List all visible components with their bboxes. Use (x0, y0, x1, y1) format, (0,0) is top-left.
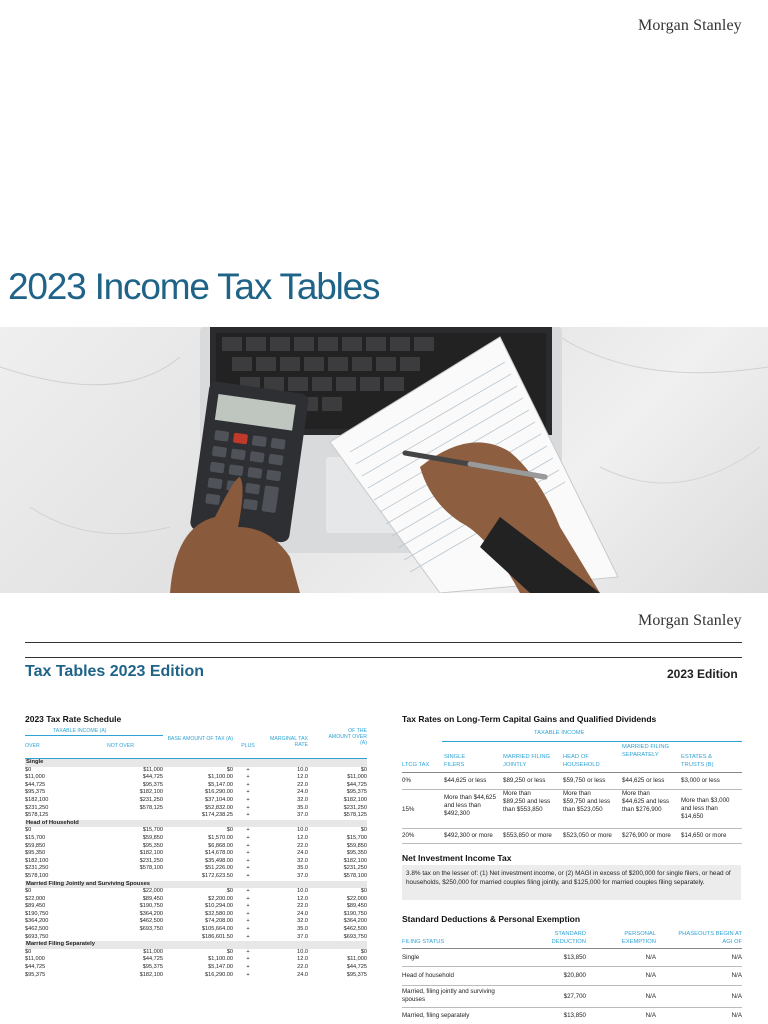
table-cell: $462,500 (139, 918, 163, 925)
table-cell: $95,350 (142, 842, 163, 849)
table-cell: $0 (25, 888, 32, 895)
table-cell: 24.0 (297, 910, 308, 917)
table-cell: $16,290.00 (205, 789, 233, 796)
table-cell: $95,375 (346, 971, 367, 978)
table-cell: + (246, 812, 250, 819)
table-cell: + (246, 888, 250, 895)
table-row (25, 827, 367, 835)
table-cell: $0 (360, 827, 367, 834)
table-cell: + (246, 865, 250, 872)
ltcg-cell: $59,750 or less (563, 777, 606, 784)
table-cell: 10.0 (297, 827, 308, 834)
table-cell: $95,375 (142, 781, 163, 788)
ltcg-col-mfs: MARRIED FILING SEPARATELY (622, 744, 670, 758)
rate-schedule-table (25, 728, 367, 979)
ltcg-cell: More than $44,625 and less than $276,900 (622, 790, 670, 813)
table-row (25, 782, 367, 790)
table-cell: $89,450 (25, 903, 46, 910)
std-col-phaseouts: PHASEOUTS BEGIN AT AGI OF (678, 931, 742, 945)
ltcg-cell: $89,250 or less (503, 777, 546, 784)
table-row (25, 918, 367, 926)
table-cell: $231,250 (25, 804, 49, 811)
table-row (25, 865, 367, 873)
table-cell: $89,450 (142, 895, 163, 902)
table-cell: 12.0 (297, 774, 308, 781)
table-row (25, 850, 367, 858)
ltcg-cell: $14,650 or more (681, 832, 727, 839)
table-cell: $22,000 (25, 895, 46, 902)
cover-title: 2023 Income Tax Tables (8, 266, 380, 307)
table-cell: $11,000 (25, 774, 45, 781)
table-cell: $95,375 (25, 971, 46, 978)
ltcg-taxable-income-header: TAXABLE INCOME (534, 730, 585, 736)
filing-status-group-header: Married Filing Jointly and Surviving Spouses (25, 881, 367, 889)
cover-photo (0, 327, 768, 593)
table-cell: 35.0 (297, 926, 308, 933)
table-cell: + (246, 933, 250, 940)
table-cell: 22.0 (297, 903, 308, 910)
table-cell: $231,250 (139, 857, 163, 864)
table-cell: 35.0 (297, 865, 308, 872)
col-marginal-rate: MARGINAL TAX RATE (270, 736, 308, 748)
table-row (25, 805, 367, 813)
col-over: OVER (25, 743, 40, 749)
table-cell: $0 (25, 827, 32, 834)
table-cell: 12.0 (297, 834, 308, 841)
table-cell: $182,100 (25, 796, 49, 803)
table-cell: $89,450 (346, 903, 367, 910)
std-exemption: N/A (645, 972, 656, 979)
table-cell: + (246, 903, 250, 910)
ltcg-rate-15: 15% (402, 806, 415, 813)
table-cell: + (246, 850, 250, 857)
table-cell: + (246, 910, 250, 917)
table-cell: 22.0 (297, 842, 308, 849)
table-cell: $59,850 (142, 834, 163, 841)
table-row (25, 835, 367, 843)
table-cell: $11,000 (347, 774, 367, 781)
table-cell: $693,750 (139, 926, 163, 933)
table-cell: 32.0 (297, 918, 308, 925)
edition-label: 2023 Edition (667, 667, 738, 681)
table-cell: $693,750 (343, 933, 367, 940)
std-phaseout: N/A (731, 993, 742, 1000)
table-row (25, 843, 367, 851)
table-cell: 37.0 (297, 812, 308, 819)
table-cell: $0 (226, 827, 233, 834)
table-cell: $5,147.00 (208, 964, 233, 971)
table-cell: $462,500 (343, 926, 367, 933)
table-cell: $578,100 (25, 872, 49, 879)
col-base-amount: BASE AMOUNT OF TAX (A) (167, 736, 233, 742)
table-cell: $22,000 (346, 895, 367, 902)
table-cell: $462,500 (25, 926, 49, 933)
table-cell: 37.0 (297, 872, 308, 879)
table-cell: $578,100 (343, 872, 367, 879)
filing-status-group-header: Single (25, 759, 367, 767)
table-cell: 32.0 (297, 857, 308, 864)
table-cell (97, 873, 163, 881)
std-col-exemption: PERSONAL EXEMPTION (621, 931, 656, 945)
std-status: Married, filing jointly and surviving spouses (402, 988, 495, 1003)
ltcg-rate-0: 0% (402, 777, 411, 784)
table-cell: $11,000 (347, 956, 367, 963)
table-cell: $22,000 (142, 888, 163, 895)
std-col-deduction: STANDARD DEDUCTION (551, 931, 586, 945)
std-phaseout: N/A (731, 972, 742, 979)
table-row (25, 911, 367, 919)
table-cell: $0 (25, 948, 32, 955)
table-cell: + (246, 827, 250, 834)
table-row (25, 812, 367, 820)
table-cell: 35.0 (297, 804, 308, 811)
section-title: Tax Tables 2023 Edition (25, 663, 205, 680)
table-cell: $95,375 (346, 789, 367, 796)
table-cell: $15,700 (142, 827, 163, 834)
ltcg-cell: More than $89,250 and less than $553,850 (503, 790, 551, 813)
table-cell: $14,678.00 (205, 850, 233, 857)
table-row (25, 964, 367, 972)
table-cell: 32.0 (297, 796, 308, 803)
table-cell: $0 (226, 888, 233, 895)
table-cell: $182,100 (139, 850, 163, 857)
table-cell: $59,850 (346, 842, 367, 849)
table-cell: $364,200 (25, 918, 49, 925)
table-row (25, 888, 367, 896)
table-cell: + (246, 948, 250, 955)
table-row (25, 903, 367, 911)
table-cell: + (246, 781, 250, 788)
table-cell: 24.0 (297, 971, 308, 978)
table-cell: $0 (25, 766, 32, 773)
table-cell: $44,725 (346, 781, 367, 788)
table-cell: + (246, 926, 250, 933)
table-row (25, 767, 367, 775)
table-cell: $2,200.00 (208, 895, 233, 902)
ltcg-cell: $553,850 or more (503, 832, 552, 839)
table-cell: 22.0 (297, 964, 308, 971)
table-cell: 12.0 (297, 956, 308, 963)
table-cell: $1,570.00 (208, 834, 233, 841)
ltcg-cell: $492,300 or more (444, 832, 493, 839)
table-cell: $11,000 (25, 956, 45, 963)
table-cell: $186,601.50 (201, 933, 233, 940)
table-cell: $231,250 (343, 865, 367, 872)
std-deduction: $13,850 (563, 1012, 586, 1019)
table-cell: $182,100 (139, 971, 163, 978)
table-cell: $37,104.00 (205, 796, 233, 803)
table-row (25, 797, 367, 805)
table-cell: 24.0 (297, 850, 308, 857)
table-cell: $51,226.00 (205, 865, 233, 872)
ltcg-col-rate: LTCG TAX (402, 762, 430, 768)
niit-text: 3.8% tax on the lesser of: (1) Net investment income, or (2) MAGI in excess of $200,000 for single filers, or head of households, $250,000 for married couples filing jointly, and $125,000 for married couples filing separately. (406, 870, 731, 886)
table-cell: 24.0 (297, 789, 308, 796)
table-row (25, 949, 367, 957)
table-cell: $95,350 (25, 850, 46, 857)
table-cell: 12.0 (297, 895, 308, 902)
table-cell: $59,850 (25, 842, 46, 849)
table-row (25, 789, 367, 797)
table-cell: + (246, 804, 250, 811)
table-cell (97, 934, 163, 942)
table-cell: $0 (226, 948, 233, 955)
table-cell: $5,147.00 (208, 781, 233, 788)
table-cell: $0 (360, 766, 367, 773)
divider (25, 642, 742, 643)
ltcg-cell: $44,625 or less (622, 777, 665, 784)
ltcg-col-hoh: HEAD OF HOUSEHOLD (563, 754, 600, 768)
table-cell: $44,725 (25, 781, 46, 788)
table-cell: $10,294.00 (205, 903, 233, 910)
table-cell: $693,750 (25, 933, 49, 940)
table-cell (97, 812, 163, 820)
table-cell: $231,250 (25, 865, 49, 872)
col-of-amount-over: OF THE AMOUNT OVER (A) (328, 728, 367, 746)
table-cell: $172,623.50 (201, 872, 233, 879)
ltcg-cell: $3,000 or less (681, 777, 720, 784)
table-cell: $44,725 (25, 964, 46, 971)
table-cell: + (246, 872, 250, 879)
table-cell: + (246, 842, 250, 849)
table-cell: $44,725 (142, 774, 163, 781)
table-row (25, 972, 367, 980)
ltcg-cell: More than $44,625 and less than $492,300 (444, 794, 496, 817)
ltcg-cell: $44,625 or less (444, 777, 487, 784)
table-cell: 10.0 (297, 766, 308, 773)
desk-illustration (0, 327, 768, 593)
table-cell: $74,208.00 (205, 918, 233, 925)
table-cell: $35,498.00 (205, 857, 233, 864)
filing-status-group-header: Head of Household (25, 820, 367, 828)
table-cell: $6,868.00 (208, 842, 233, 849)
std-phaseout: N/A (731, 1012, 742, 1019)
divider (25, 657, 742, 658)
table-cell: $16,290.00 (205, 971, 233, 978)
ltcg-title: Tax Rates on Long-Term Capital Gains and Qualified Dividends (402, 714, 657, 724)
table-cell: $1,100.00 (208, 774, 233, 781)
ltcg-rate-20: 20% (402, 832, 415, 839)
table-cell: + (246, 964, 250, 971)
niit-title: Net Investment Income Tax (402, 853, 512, 863)
table-cell: $578,100 (139, 865, 163, 872)
table-cell: $11,000 (143, 766, 163, 773)
table-cell: $0 (360, 888, 367, 895)
std-deduction: $27,700 (563, 993, 586, 1000)
table-row (25, 873, 367, 881)
table-cell: $364,200 (343, 918, 367, 925)
table-cell: + (246, 789, 250, 796)
table-cell: + (246, 774, 250, 781)
table-cell: $182,100 (25, 857, 49, 864)
table-cell: $44,725 (142, 956, 163, 963)
brand-logo: Morgan Stanley (638, 612, 742, 629)
ltcg-col-mfj: MARRIED FILING JOINTLY (503, 754, 551, 768)
table-cell: 10.0 (297, 948, 308, 955)
col-not-over: NOT OVER (107, 743, 134, 749)
col-plus: PLUS (241, 743, 255, 749)
table-cell: + (246, 918, 250, 925)
table-cell: $190,750 (139, 903, 163, 910)
table-cell: $44,725 (346, 964, 367, 971)
table-cell: $578,125 (25, 812, 49, 819)
table-cell: $15,700 (25, 834, 46, 841)
ltcg-cell: More than $59,750 and less than $523,050 (563, 790, 611, 813)
std-status: Head of household (402, 972, 454, 979)
std-exemption: N/A (645, 1012, 656, 1019)
table-cell: $364,200 (139, 910, 163, 917)
table-cell: + (246, 796, 250, 803)
std-ded-title: Standard Deductions & Personal Exemption (402, 914, 581, 924)
table-cell: $95,375 (25, 789, 46, 796)
table-cell: $578,125 (343, 812, 367, 819)
table-cell: $32,580.00 (205, 910, 233, 917)
table-cell: $15,700 (346, 834, 367, 841)
taxable-income-header: TAXABLE INCOME (A) (53, 728, 107, 734)
table-cell: $95,350 (346, 850, 367, 857)
brand-logo-top: Morgan Stanley (638, 17, 742, 34)
table-cell: $95,375 (142, 964, 163, 971)
table-row (25, 934, 367, 942)
table-cell: + (246, 834, 250, 841)
table-cell: $190,750 (25, 910, 49, 917)
table-cell: + (246, 766, 250, 773)
table-cell: $52,832.00 (205, 804, 233, 811)
table-cell: + (246, 956, 250, 963)
std-status: Single (402, 954, 420, 961)
table-cell: + (246, 857, 250, 864)
filing-status-group-header: Married Filing Separately (25, 941, 367, 949)
table-cell: $578,125 (139, 804, 163, 811)
table-cell: 10.0 (297, 888, 308, 895)
table-cell: $182,100 (343, 796, 367, 803)
std-exemption: N/A (645, 993, 656, 1000)
ltcg-cell: More than $3,000 and less than $14,650 (681, 797, 730, 820)
table-row (25, 956, 367, 964)
table-cell: $1,100.00 (208, 956, 233, 963)
std-exemption: N/A (645, 954, 656, 961)
table-cell: + (246, 895, 250, 902)
ltcg-cell: $276,900 or more (622, 832, 671, 839)
std-phaseout: N/A (731, 954, 742, 961)
table-cell: + (246, 971, 250, 978)
table-cell: $231,250 (139, 796, 163, 803)
std-deduction: $13,850 (563, 954, 586, 961)
table-row (25, 774, 367, 782)
rate-schedule-title: 2023 Tax Rate Schedule (25, 714, 122, 724)
std-deduction: $20,800 (563, 972, 586, 979)
table-cell: $105,664.00 (201, 926, 233, 933)
std-col-status: FILING STATUS (402, 939, 445, 945)
table-row (25, 858, 367, 866)
table-cell: $182,100 (343, 857, 367, 864)
ltcg-col-single: SINGLE FILERS (444, 754, 466, 768)
table-row (25, 896, 367, 904)
ltcg-col-estates: ESTATES & TRUSTS (B) (681, 754, 714, 768)
ltcg-cell: $523,050 or more (563, 832, 612, 839)
table-cell: 22.0 (297, 781, 308, 788)
table-cell: $174,238.25 (201, 812, 233, 819)
table-cell: $190,750 (343, 910, 367, 917)
table-row (25, 926, 367, 934)
table-cell: 37.0 (297, 933, 308, 940)
table-cell: $182,100 (139, 789, 163, 796)
table-cell: $11,000 (143, 948, 163, 955)
table-cell: $0 (360, 948, 367, 955)
table-cell: $0 (226, 766, 233, 773)
std-status: Married, filing separately (402, 1012, 470, 1019)
table-cell: $231,250 (343, 804, 367, 811)
